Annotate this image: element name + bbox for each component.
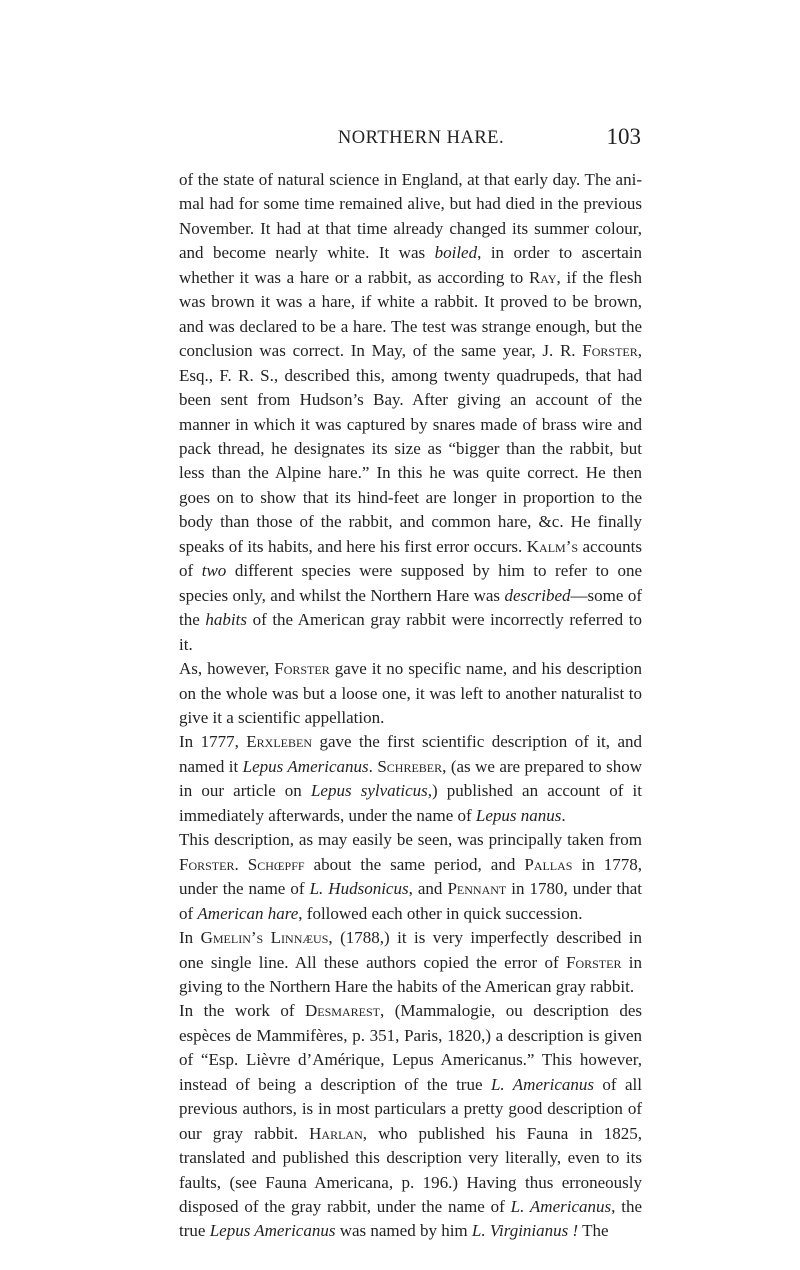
text-run: different species were supposed by him to refer to one species only, and whilst the Northern Hare was xyxy=(179,561,643,605)
italic-text: Lepus Americanus xyxy=(242,756,369,776)
small-caps-name: Forster xyxy=(582,341,638,361)
text-run: , the true xyxy=(179,1197,642,1241)
body-text xyxy=(179,168,642,1244)
italic-text: L. Americanus xyxy=(510,1197,612,1217)
text-run: of all previous authors, is in most particulars a pretty good description of our gray rabbit. xyxy=(179,1074,643,1143)
text-run: , followed each other in quick succession. xyxy=(298,903,583,923)
italic-text: Lepus sylvaticus xyxy=(310,781,428,801)
text-run: , and xyxy=(408,879,448,899)
text-run: . xyxy=(234,854,248,874)
small-caps-name: Erxleben xyxy=(246,732,313,752)
text-run: —some of the xyxy=(179,585,643,630)
running-head xyxy=(0,124,800,158)
paragraph xyxy=(179,828,642,926)
text-run: , Esq., F. R. S., described this, among twenty quadrupeds, that had been sent from Hudson’s Bay. After giving an account of the manner in which it was captured by snares made of brass wire and pack thread, he designates its size as “bigger than the rabbit, but less than the Alpine hare.” In this he was quite correct. He then goes on to show that its hind-feet are longer in proportion to the body than those of the rabbit, and common hare, &c. He finally speaks of its habits, and here his first error occurs. xyxy=(179,341,642,556)
small-caps-name: Schœpff xyxy=(247,854,305,874)
small-caps-name: Forster xyxy=(274,659,330,679)
text-run: , (Mammalogie, ou description des espèces de Mammifères, p. 351, Paris, 1820,) a description is given of “Esp. Lièvre d’Amérique, Lepus Americanus.” This however, instead of being a description of the true xyxy=(179,1001,642,1094)
italic-text: L. Virginianus ! xyxy=(471,1221,579,1241)
text-run: about the same period, and xyxy=(304,854,525,874)
text-run: , who published his Fauna in 1825, translated and published this description very literally, even to its faults, (see Fauna Americana, p. 196.) Having thus erroneously disposed of the gray rabbit, under the name of xyxy=(179,1123,642,1217)
italic-text: habits xyxy=(205,610,247,630)
text-run: . xyxy=(368,756,378,776)
text-run: accounts of xyxy=(179,536,642,581)
small-caps-name: Ray xyxy=(528,267,557,287)
paragraph xyxy=(179,926,642,999)
small-caps-name: Desmarest xyxy=(305,1001,380,1021)
small-caps-name: Forster xyxy=(179,854,235,874)
text-run: The xyxy=(578,1221,609,1241)
text-run: , (as we are prepared to show in our article on xyxy=(179,756,643,801)
text-run: . xyxy=(561,805,566,825)
text-run: of the American gray rabbit were incorrectly referred to it. xyxy=(179,610,642,654)
text-run: in 1778, under the name of xyxy=(179,854,642,899)
small-caps-name: Gmelin’s Linnæus xyxy=(200,928,329,948)
paragraph xyxy=(179,730,642,828)
italic-text: two xyxy=(201,561,227,581)
text-run: In 1777, xyxy=(179,732,247,752)
italic-text: Lepus nanus xyxy=(475,805,562,825)
small-caps-name: Schreber xyxy=(377,756,443,776)
text-run: gave it no specific name, and his description on the whole was but a loose one, it was left to another naturalist to give it a scientific appellation. xyxy=(179,659,642,727)
text-run: in giving to the Northern Hare the habits of the American gray rabbit. xyxy=(179,952,642,996)
small-caps-name: Harlan xyxy=(309,1123,363,1143)
italic-text: boiled xyxy=(434,243,478,263)
italic-text: L. Americanus xyxy=(490,1074,594,1094)
paragraph xyxy=(179,168,642,657)
paragraph xyxy=(179,999,642,1244)
italic-text: Lepus Americanus xyxy=(209,1221,336,1241)
text-run: This description, as may easily be seen, was principally taken from xyxy=(179,830,642,850)
running-title: NORTHERN HARE. xyxy=(337,128,505,148)
small-caps-name: Forster xyxy=(565,952,622,972)
italic-text: described xyxy=(504,585,571,605)
italic-text: American hare xyxy=(197,903,299,923)
page-number: 103 xyxy=(606,124,641,149)
paragraph xyxy=(179,657,642,730)
text-run: , if the flesh was brown it was a hare, if white a rabbit. It proved to be brown, and was declared to be a hare. The test was strange enough, but the conclusion was correct. In May, of the same year, J. R. xyxy=(179,267,643,361)
small-caps-name: Pallas xyxy=(524,854,573,874)
text-run: , (1788,) it is very imperfectly described in one single line. All these authors copied the error of xyxy=(179,928,643,972)
text-run: was named by him xyxy=(335,1221,472,1241)
small-caps-name: Kalm’s xyxy=(526,536,579,556)
text-run: ,) published an account of it immediately afterwards, under the name of xyxy=(179,781,643,825)
text-run: gave the first scientific description of it, and named it xyxy=(179,732,642,776)
italic-text: L. Hudsonicus xyxy=(309,879,409,899)
text-run: in 1780, under that of xyxy=(179,879,643,923)
text-run: , in order to ascertain whether it was a hare or a rabbit, as according to xyxy=(179,243,642,287)
text-run: of the state of natural science in England, at that early day. The animal had for some time remained alive, but had died in the previous November. It had at that time already changed its summer colour, and become nearly white. It was xyxy=(179,170,642,263)
small-caps-name: Pennant xyxy=(447,879,507,899)
text-run: As, however, xyxy=(179,659,275,679)
text-run: In xyxy=(179,928,201,948)
text-run: In the work of xyxy=(179,1001,306,1021)
